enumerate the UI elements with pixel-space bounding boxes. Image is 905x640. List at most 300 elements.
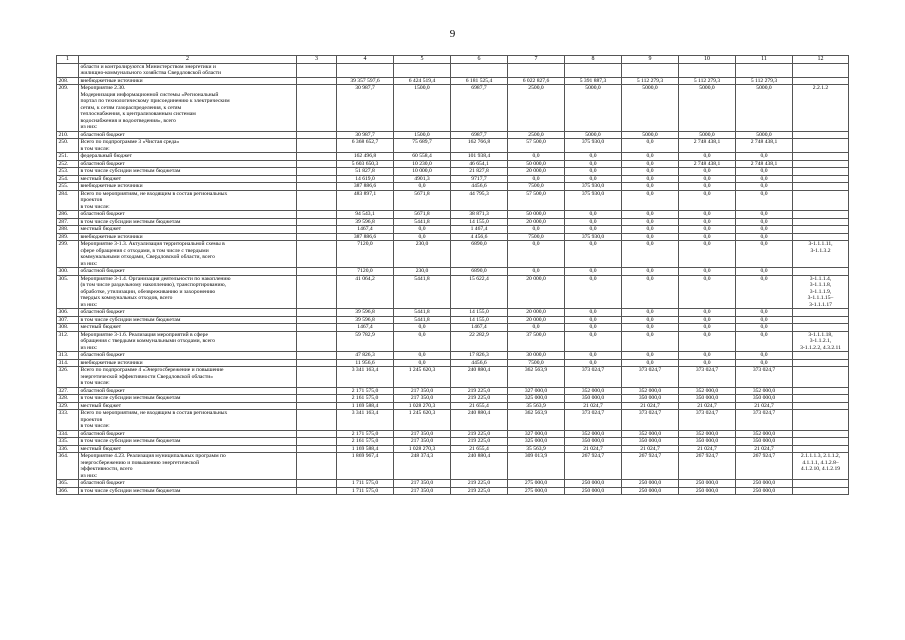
cell-col-3 bbox=[297, 402, 337, 410]
cell-col-3 bbox=[297, 190, 337, 211]
cell-total: 59 782,9 bbox=[337, 331, 394, 352]
budget-table bbox=[56, 55, 849, 495]
cell-year-2: 219 225,0 bbox=[451, 387, 508, 395]
cell-item-name: области и контролируются Министерством энергетики и жилищно-коммунального хозяйства Свердловской области bbox=[79, 63, 297, 77]
cell-item-name: Всего по подпрограмме 3 «Чистая среда» в том числе: bbox=[79, 139, 297, 153]
table-row bbox=[57, 85, 849, 132]
cell-year-5: 0,0 bbox=[622, 190, 679, 211]
cell-year-4 bbox=[565, 63, 622, 77]
cell-year-4: 373 024,7 bbox=[565, 410, 622, 431]
cell-year-7: 0,0 bbox=[736, 268, 793, 276]
cell-year-2: 21 655,4 bbox=[451, 445, 508, 453]
table-row bbox=[57, 445, 849, 453]
cell-year-3: 2500,0 bbox=[508, 131, 565, 139]
cell-total: 51 827,8 bbox=[337, 168, 394, 176]
cell-year-6: 0,0 bbox=[679, 241, 736, 268]
cell-row-number: 336. bbox=[57, 445, 79, 453]
cell-year-2: 219 225,0 bbox=[451, 395, 508, 403]
cell-col-3 bbox=[297, 63, 337, 77]
cell-year-2: 1 467,4 bbox=[451, 226, 508, 234]
cell-year-5: 352 000,0 bbox=[622, 430, 679, 438]
cell-col-3 bbox=[297, 160, 337, 168]
cell-year-1: 217 350,0 bbox=[394, 438, 451, 446]
cell-target-indicators bbox=[793, 226, 849, 234]
cell-col-3 bbox=[297, 438, 337, 446]
cell-year-1: 230,0 bbox=[394, 241, 451, 268]
cell-year-2: 46 654,1 bbox=[451, 160, 508, 168]
cell-row-number: 333. bbox=[57, 410, 79, 431]
cell-year-1: 0,0 bbox=[394, 324, 451, 332]
cell-year-5: 0,0 bbox=[622, 241, 679, 268]
cell-year-6: 0,0 bbox=[679, 233, 736, 241]
cell-year-6: 0,0 bbox=[679, 153, 736, 161]
cell-item-name: Всего по мероприятиям, не входящим в состав региональных проектов в том числе: bbox=[79, 410, 297, 431]
cell-year-7: 373 024,7 bbox=[736, 367, 793, 388]
table-row bbox=[57, 438, 849, 446]
cell-year-6: 0,0 bbox=[679, 324, 736, 332]
cell-year-4: 352 000,0 bbox=[565, 387, 622, 395]
table-row bbox=[57, 63, 849, 77]
cell-year-6: 0,0 bbox=[679, 183, 736, 191]
cell-year-6: 5 112 279,3 bbox=[679, 77, 736, 85]
cell-year-5: 373 024,7 bbox=[622, 367, 679, 388]
cell-col-3 bbox=[297, 453, 337, 480]
cell-year-4: 0,0 bbox=[565, 324, 622, 332]
table-row bbox=[57, 453, 849, 480]
cell-item-name: в том числе субсидии местным бюджетам bbox=[79, 316, 297, 324]
cell-item-name: областной бюджет bbox=[79, 387, 297, 395]
cell-total: 1467,4 bbox=[337, 324, 394, 332]
cell-year-7: 250 000,0 bbox=[736, 487, 793, 495]
cell-target-indicators: 3-1.1.1.11, 3-1.1.3.2 bbox=[793, 241, 849, 268]
cell-year-2: 1467,4 bbox=[451, 324, 508, 332]
cell-year-4: 0,0 bbox=[565, 268, 622, 276]
table-row bbox=[57, 160, 849, 168]
table-row bbox=[57, 131, 849, 139]
cell-year-1: 4901,3 bbox=[394, 175, 451, 183]
cell-year-6: 352 000,0 bbox=[679, 430, 736, 438]
cell-total: 1 711 575,0 bbox=[337, 480, 394, 488]
cell-target-indicators bbox=[793, 410, 849, 431]
cell-year-1: 5671,8 bbox=[394, 211, 451, 219]
cell-row-number: 365. bbox=[57, 480, 79, 488]
cell-year-2: 14 155,0 bbox=[451, 309, 508, 317]
cell-year-6: 0,0 bbox=[679, 211, 736, 219]
cell-col-3 bbox=[297, 367, 337, 388]
cell-col-3 bbox=[297, 352, 337, 360]
cell-year-6 bbox=[679, 63, 736, 77]
cell-year-4: 0,0 bbox=[565, 241, 622, 268]
cell-target-indicators bbox=[793, 316, 849, 324]
cell-col-3 bbox=[297, 85, 337, 132]
cell-year-6: 2 748 438,1 bbox=[679, 160, 736, 168]
cell-row-number bbox=[57, 63, 79, 77]
cell-year-7: 21 024,7 bbox=[736, 445, 793, 453]
cell-target-indicators bbox=[793, 445, 849, 453]
cell-target-indicators bbox=[793, 438, 849, 446]
cell-total: 2 171 575,0 bbox=[337, 430, 394, 438]
cell-col-3 bbox=[297, 226, 337, 234]
column-number-6: 6 bbox=[451, 56, 508, 64]
cell-year-6: 21 024,7 bbox=[679, 402, 736, 410]
table-row bbox=[57, 387, 849, 395]
cell-target-indicators bbox=[793, 367, 849, 388]
cell-year-1: 1500,0 bbox=[394, 131, 451, 139]
cell-col-3 bbox=[297, 77, 337, 85]
cell-year-3: 7500,0 bbox=[508, 359, 565, 367]
cell-year-1 bbox=[394, 63, 451, 77]
cell-total: 3 341 163,4 bbox=[337, 367, 394, 388]
cell-row-number: 326. bbox=[57, 367, 79, 388]
cell-row-number: 284. bbox=[57, 190, 79, 211]
cell-col-3 bbox=[297, 275, 337, 309]
cell-year-5: 0,0 bbox=[622, 309, 679, 317]
cell-year-1: 1500,0 bbox=[394, 85, 451, 132]
cell-year-2: 219 225,0 bbox=[451, 430, 508, 438]
cell-year-6: 21 024,7 bbox=[679, 445, 736, 453]
cell-col-3 bbox=[297, 168, 337, 176]
cell-item-name: внебюджетные источники bbox=[79, 183, 297, 191]
cell-year-3 bbox=[508, 63, 565, 77]
cell-year-7: 0,0 bbox=[736, 241, 793, 268]
cell-item-name: в том числе субсидии местным бюджетам bbox=[79, 438, 297, 446]
cell-row-number: 364. bbox=[57, 453, 79, 480]
cell-year-5: 0,0 bbox=[622, 275, 679, 309]
cell-year-6: 250 000,0 bbox=[679, 480, 736, 488]
cell-total: 14 619,0 bbox=[337, 175, 394, 183]
table-row bbox=[57, 359, 849, 367]
cell-year-5 bbox=[622, 63, 679, 77]
cell-year-5: 0,0 bbox=[622, 331, 679, 352]
cell-year-2: 44 795,3 bbox=[451, 190, 508, 211]
cell-year-7: 267 924,7 bbox=[736, 453, 793, 480]
cell-year-5: 0,0 bbox=[622, 316, 679, 324]
cell-item-name: внебюджетные источники bbox=[79, 359, 297, 367]
cell-col-3 bbox=[297, 233, 337, 241]
cell-col-3 bbox=[297, 430, 337, 438]
cell-year-7: 0,0 bbox=[736, 211, 793, 219]
cell-year-3: 2500,0 bbox=[508, 85, 565, 132]
cell-total: 39 596,8 bbox=[337, 309, 394, 317]
table-row bbox=[57, 430, 849, 438]
cell-year-5: 0,0 bbox=[622, 160, 679, 168]
cell-year-3: 275 000,0 bbox=[508, 480, 565, 488]
cell-item-name: областной бюджет bbox=[79, 309, 297, 317]
cell-total: 7120,0 bbox=[337, 241, 394, 268]
cell-col-3 bbox=[297, 175, 337, 183]
cell-year-5: 267 924,7 bbox=[622, 453, 679, 480]
cell-year-1: 5441,8 bbox=[394, 316, 451, 324]
cell-year-6: 0,0 bbox=[679, 352, 736, 360]
cell-year-2: 14 155,0 bbox=[451, 218, 508, 226]
cell-item-name: областной бюджет bbox=[79, 131, 297, 139]
cell-year-5: 373 024,7 bbox=[622, 410, 679, 431]
cell-year-6: 0,0 bbox=[679, 331, 736, 352]
cell-target-indicators: 2.2.1.2 bbox=[793, 85, 849, 132]
cell-row-number: 366. bbox=[57, 487, 79, 495]
cell-year-1: 10 230,0 bbox=[394, 160, 451, 168]
cell-year-3: 50 000,0 bbox=[508, 160, 565, 168]
cell-year-4: 375 930,0 bbox=[565, 190, 622, 211]
cell-year-7: 0,0 bbox=[736, 190, 793, 211]
cell-row-number: 252. bbox=[57, 160, 79, 168]
cell-year-7: 373 024,7 bbox=[736, 410, 793, 431]
cell-year-2: 9717,7 bbox=[451, 175, 508, 183]
cell-year-1: 217 350,0 bbox=[394, 487, 451, 495]
cell-year-3: 309 013,9 bbox=[508, 453, 565, 480]
cell-year-3: 325 000,0 bbox=[508, 438, 565, 446]
cell-year-5: 0,0 bbox=[622, 268, 679, 276]
cell-year-5: 0,0 bbox=[622, 218, 679, 226]
cell-row-number: 314. bbox=[57, 359, 79, 367]
cell-year-7: 352 000,0 bbox=[736, 387, 793, 395]
cell-year-1: 217 350,0 bbox=[394, 480, 451, 488]
cell-row-number: 289. bbox=[57, 233, 79, 241]
cell-col-3 bbox=[297, 309, 337, 317]
column-number-1: 1 bbox=[57, 56, 79, 64]
cell-total: 2 171 575,0 bbox=[337, 387, 394, 395]
cell-total: 2 161 575,0 bbox=[337, 395, 394, 403]
cell-row-number: 307. bbox=[57, 316, 79, 324]
cell-year-4: 375 930,0 bbox=[565, 183, 622, 191]
cell-row-number: 251. bbox=[57, 153, 79, 161]
table-row bbox=[57, 211, 849, 219]
cell-year-2: 4456,6 bbox=[451, 183, 508, 191]
cell-year-2: 17 826,3 bbox=[451, 352, 508, 360]
cell-year-2: 4 456,6 bbox=[451, 233, 508, 241]
cell-col-3 bbox=[297, 139, 337, 153]
cell-year-3: 37 500,0 bbox=[508, 331, 565, 352]
cell-total: 1 169 588,4 bbox=[337, 402, 394, 410]
cell-item-name: областной бюджет bbox=[79, 211, 297, 219]
table-row bbox=[57, 395, 849, 403]
cell-year-1: 60 558,4 bbox=[394, 153, 451, 161]
cell-year-2: 6987,7 bbox=[451, 131, 508, 139]
cell-year-7: 0,0 bbox=[736, 226, 793, 234]
cell-target-indicators bbox=[793, 387, 849, 395]
cell-item-name: внебюджетные источники bbox=[79, 233, 297, 241]
cell-col-3 bbox=[297, 131, 337, 139]
cell-total: 39 357 597,6 bbox=[337, 77, 394, 85]
cell-item-name: областной бюджет bbox=[79, 352, 297, 360]
cell-row-number: 300. bbox=[57, 268, 79, 276]
table-row bbox=[57, 487, 849, 495]
cell-year-3: 50 000,0 bbox=[508, 211, 565, 219]
cell-year-7: 0,0 bbox=[736, 275, 793, 309]
cell-row-number: 208. bbox=[57, 77, 79, 85]
cell-total: 3 341 163,4 bbox=[337, 410, 394, 431]
cell-total: 1 169 588,4 bbox=[337, 445, 394, 453]
cell-year-5: 5 112 279,3 bbox=[622, 77, 679, 85]
cell-year-7: 5 112 279,3 bbox=[736, 77, 793, 85]
cell-year-6: 5000,0 bbox=[679, 85, 736, 132]
cell-year-3: 30 000,0 bbox=[508, 352, 565, 360]
cell-total: 41 064,2 bbox=[337, 275, 394, 309]
cell-year-7: 5000,0 bbox=[736, 131, 793, 139]
cell-row-number: 312. bbox=[57, 331, 79, 352]
table-row bbox=[57, 268, 849, 276]
cell-year-4: 352 000,0 bbox=[565, 430, 622, 438]
cell-year-7: 0,0 bbox=[736, 331, 793, 352]
cell-year-1: 1 028 270,3 bbox=[394, 402, 451, 410]
cell-year-6: 0,0 bbox=[679, 275, 736, 309]
cell-row-number: 299. bbox=[57, 241, 79, 268]
cell-year-4: 0,0 bbox=[565, 359, 622, 367]
cell-year-5: 0,0 bbox=[622, 352, 679, 360]
cell-total: 11 956,6 bbox=[337, 359, 394, 367]
column-number-10: 10 bbox=[679, 56, 736, 64]
cell-year-3: 0,0 bbox=[508, 268, 565, 276]
cell-total: 6 368 652,7 bbox=[337, 139, 394, 153]
cell-target-indicators bbox=[793, 168, 849, 176]
cell-year-7: 350 000,0 bbox=[736, 438, 793, 446]
cell-year-5: 0,0 bbox=[622, 233, 679, 241]
cell-year-4: 0,0 bbox=[565, 316, 622, 324]
cell-item-name: областной бюджет bbox=[79, 430, 297, 438]
column-number-12: 12 bbox=[793, 56, 849, 64]
cell-target-indicators bbox=[793, 352, 849, 360]
cell-year-2: 4456,6 bbox=[451, 359, 508, 367]
cell-row-number: 210. bbox=[57, 131, 79, 139]
cell-year-2: 21 655,4 bbox=[451, 402, 508, 410]
column-number-7: 7 bbox=[508, 56, 565, 64]
table-row bbox=[57, 324, 849, 332]
cell-year-3: 20 000,0 bbox=[508, 168, 565, 176]
cell-year-4: 0,0 bbox=[565, 211, 622, 219]
cell-item-name: в том числе субсидии местным бюджетам bbox=[79, 395, 297, 403]
cell-col-3 bbox=[297, 387, 337, 395]
cell-year-2: 219 225,0 bbox=[451, 487, 508, 495]
cell-year-1: 75 689,7 bbox=[394, 139, 451, 153]
cell-year-1: 1 028 270,3 bbox=[394, 445, 451, 453]
cell-col-3 bbox=[297, 480, 337, 488]
cell-year-1: 5441,8 bbox=[394, 309, 451, 317]
cell-year-4: 350 000,0 bbox=[565, 438, 622, 446]
cell-year-6: 0,0 bbox=[679, 309, 736, 317]
table-row bbox=[57, 190, 849, 211]
cell-target-indicators bbox=[793, 268, 849, 276]
cell-row-number: 335. bbox=[57, 438, 79, 446]
cell-year-6: 373 024,7 bbox=[679, 367, 736, 388]
cell-item-name: Мероприятие 3-1.3. Актуализация территориальной схемы в сфере обращения с отходами, в том числе с твердыми коммунальными отходами, Свердловской области, всего из них: bbox=[79, 241, 297, 268]
cell-year-3: 0,0 bbox=[508, 241, 565, 268]
cell-year-6: 0,0 bbox=[679, 359, 736, 367]
table-row bbox=[57, 316, 849, 324]
cell-item-name: Мероприятие 3-1.6. Реализация мероприятий в сфере обращения с твердыми коммунальными отходами, всего из них: bbox=[79, 331, 297, 352]
cell-target-indicators bbox=[793, 190, 849, 211]
cell-year-4: 250 000,0 bbox=[565, 487, 622, 495]
cell-total: 162 496,8 bbox=[337, 153, 394, 161]
column-number-4: 4 bbox=[337, 56, 394, 64]
cell-year-1: 5671,8 bbox=[394, 190, 451, 211]
cell-item-name: местный бюджет bbox=[79, 175, 297, 183]
table-row bbox=[57, 352, 849, 360]
cell-row-number: 250. bbox=[57, 139, 79, 153]
table-row bbox=[57, 480, 849, 488]
cell-year-4: 0,0 bbox=[565, 218, 622, 226]
cell-year-4: 0,0 bbox=[565, 226, 622, 234]
cell-year-4: 373 024,7 bbox=[565, 367, 622, 388]
cell-total: 30 987,7 bbox=[337, 131, 394, 139]
cell-year-1: 5441,8 bbox=[394, 218, 451, 226]
cell-row-number: 305. bbox=[57, 275, 79, 309]
cell-year-4: 0,0 bbox=[565, 352, 622, 360]
cell-col-3 bbox=[297, 211, 337, 219]
cell-year-5: 350 000,0 bbox=[622, 395, 679, 403]
column-number-9: 9 bbox=[622, 56, 679, 64]
cell-year-5: 0,0 bbox=[622, 153, 679, 161]
cell-target-indicators bbox=[793, 183, 849, 191]
table-row bbox=[57, 233, 849, 241]
cell-year-5: 0,0 bbox=[622, 324, 679, 332]
cell-year-5: 250 000,0 bbox=[622, 487, 679, 495]
cell-year-3: 362 563,9 bbox=[508, 367, 565, 388]
cell-year-4: 0,0 bbox=[565, 168, 622, 176]
cell-total: 39 596,8 bbox=[337, 316, 394, 324]
cell-year-4: 21 024,7 bbox=[565, 402, 622, 410]
cell-year-5: 0,0 bbox=[622, 211, 679, 219]
cell-item-name: местный бюджет bbox=[79, 402, 297, 410]
cell-year-2: 14 155,0 bbox=[451, 316, 508, 324]
cell-item-name: в том числе субсидии местным бюджетам bbox=[79, 168, 297, 176]
cell-year-4: 0,0 bbox=[565, 309, 622, 317]
table-row bbox=[57, 218, 849, 226]
cell-total: 2 161 575,0 bbox=[337, 438, 394, 446]
cell-target-indicators bbox=[793, 218, 849, 226]
cell-col-3 bbox=[297, 487, 337, 495]
cell-year-7: 0,0 bbox=[736, 352, 793, 360]
cell-total: 39 596,8 bbox=[337, 218, 394, 226]
cell-target-indicators bbox=[793, 395, 849, 403]
cell-target-indicators bbox=[793, 402, 849, 410]
cell-col-3 bbox=[297, 395, 337, 403]
cell-year-1: 217 350,0 bbox=[394, 387, 451, 395]
cell-year-1: 0,0 bbox=[394, 352, 451, 360]
cell-total: 1 869 967,4 bbox=[337, 453, 394, 480]
cell-year-7: 2 748 438,1 bbox=[736, 139, 793, 153]
cell-total bbox=[337, 63, 394, 77]
cell-year-4: 0,0 bbox=[565, 160, 622, 168]
cell-year-1: 0,0 bbox=[394, 226, 451, 234]
cell-year-3: 6 022 827,6 bbox=[508, 77, 565, 85]
cell-total: 387 886,6 bbox=[337, 183, 394, 191]
cell-target-indicators bbox=[793, 430, 849, 438]
cell-year-6: 2 748 438,1 bbox=[679, 139, 736, 153]
cell-total: 387 886,6 bbox=[337, 233, 394, 241]
table-header-row bbox=[57, 56, 849, 64]
cell-year-3: 20 000,0 bbox=[508, 275, 565, 309]
cell-total: 1 711 575,0 bbox=[337, 487, 394, 495]
cell-year-1: 0,0 bbox=[394, 359, 451, 367]
cell-target-indicators bbox=[793, 211, 849, 219]
page-number: 9 bbox=[449, 28, 456, 40]
cell-total: 7120,0 bbox=[337, 268, 394, 276]
cell-year-7: 5000,0 bbox=[736, 85, 793, 132]
table-row bbox=[57, 226, 849, 234]
cell-year-6: 250 000,0 bbox=[679, 487, 736, 495]
cell-year-3: 0,0 bbox=[508, 175, 565, 183]
cell-year-1: 5441,8 bbox=[394, 275, 451, 309]
cell-item-name: областной бюджет bbox=[79, 268, 297, 276]
cell-target-indicators bbox=[793, 139, 849, 153]
table-row bbox=[57, 168, 849, 176]
cell-total: 5 603 650,3 bbox=[337, 160, 394, 168]
cell-year-1: 217 350,0 bbox=[394, 395, 451, 403]
cell-year-3: 20 000,0 bbox=[508, 316, 565, 324]
cell-item-name: Всего по подпрограмме 4 «Энергосбережение и повышение энергетической эффективности Свердловской области» в том числе: bbox=[79, 367, 297, 388]
cell-row-number: 287. bbox=[57, 218, 79, 226]
cell-year-2: 219 225,0 bbox=[451, 438, 508, 446]
